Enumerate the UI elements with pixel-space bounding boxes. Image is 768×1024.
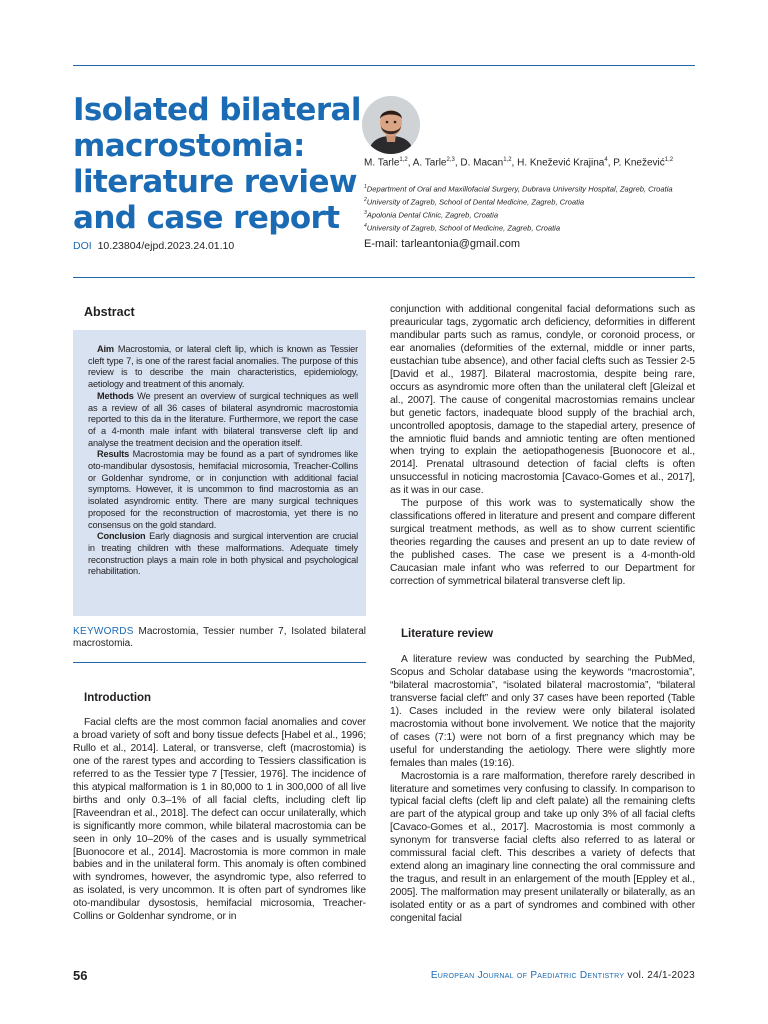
abstract-heading: Abstract [84, 305, 135, 319]
keywords-label: KEYWORDS [73, 626, 134, 637]
paragraph: The purpose of this work was to systematically show the classifications offered in literature and present and compare different surgical treatment methods, as well as to show current scientific theories regarding the causes and present an up to date review of the published cases. The case we present is a 4-month-old Caucasian male infant who was referred to our Department for correction of symmetrical bilateral transverse cleft lip. [390, 498, 695, 588]
journal-volume: vol. 24/1-2023 [627, 970, 695, 981]
author-name: H. Knežević Krajina [517, 157, 605, 169]
top-rule [73, 65, 695, 66]
author-affiliation-ref: 1,2 [664, 157, 674, 163]
affiliation-line: $^1$Department of Oral and Maxillofacial Surgery, Dubrava University Hospital, Zagreb, Croatia [364, 184, 673, 194]
journal-footer [431, 970, 695, 981]
affiliation-line: $^3$Apolonia Dental Clinic, Zagreb, Croatia [364, 210, 499, 220]
page-number: 56 [73, 968, 88, 983]
author-list: M. Tarle$^{1,2}$, A. Tarle$^{2,3}$, D. Macan$^{1,2}$, H. Knežević Krajina$^4$, P. Knežević$^{1,2}$ [364, 157, 674, 169]
right-column-text [390, 304, 695, 589]
affiliation-line: $^4$University of Zagreb, School of Medicine, Zagreb, Croatia [364, 223, 561, 233]
author-name: M. Tarle [364, 157, 400, 169]
doi-label: DOI [73, 240, 92, 252]
introduction-text: Facial clefts are the most common facial anomalies and cover a broad variety of soft and bony tissue defects [Habel et al., 1996; Rullo et al., 2014]. Lateral, or transverse, cleft (macrostomia) is one of the rarest types and according to Tessiers classification is referred to as the Tessier type 7 [Tessier, 1976]. The incidence of this atypical malformation is 1 in 80,000 to 1 in 300,000 of all live births and only 0.3–1% of all facial clefts, including cleft lip [Raveendran et al., 2018]. The defect can occur unilaterally, which is significantly more common, while bilateral macrostomia can be seen in only 10–20% of the cases and is usually symmetrical [Buonocore et al., 2014]. Macrostomia is more common in male babies and in the unilateral form. This anomaly is often combined with syndromes, however, the asyndromic type, also referred to as isolated, is very uncommon. It is often part of syndromes like oto-mandibular dysostosis, hemifacial microsomia, Treacher-Collins or Goldenhar syndrome, or in [73, 717, 366, 923]
keywords-rule [73, 662, 366, 663]
contact-email: E-mail: tarleantonia@gmail.com [364, 238, 521, 250]
keywords-text: Macrostomia, Tessier number 7, Isolated bilateral macrostomia. [73, 626, 366, 649]
abstract-box [73, 330, 366, 616]
author-name: D. Macan [460, 157, 504, 169]
abstract-results: Results Macrostomia may be found as a part of syndromes like oto-mandibular dysostosis, hemifacial microsomia, Treacher-Collins or Goldenhar syndrome, or in conjunction with additional facial symptoms. However, it is uncommon to find macrostomia as an isolated asyndromic entity. There are many surgical techniques proposed for the reconstruction of macrostomia, yet there is no consensus on the gold standard. [88, 449, 358, 530]
author-name: P. Knežević [613, 157, 665, 169]
doi-value: 10.23804/ejpd.2023.24.01.10 [97, 240, 235, 252]
keywords [73, 626, 366, 649]
author-affiliation-ref: 2,3 [446, 157, 455, 163]
literature-review-heading: Literature review [401, 628, 494, 640]
author-affiliation-ref: 1,2 [503, 157, 512, 163]
author-name: A. Tarle [412, 157, 447, 169]
abstract-methods: Methods We present an overview of surgical techniques as well as a review of all 36 cases of bilateral asyndromic macrostomia reported to this da in the literature. Furthermore, we report the case of a 4-month male infant with bilateral transverse cleft lip and analyse the treatment decision and the operation itself. [88, 390, 358, 448]
abstract-aim: Aim Macrostomia, or lateral cleft lip, which is known as Tessier cleft type 7, is one of the rarest facial anomalies. The purpose of this review is to describe the main characteristics, epidemiology, aetiology and treatment of this anomaly. [88, 344, 359, 390]
doi [73, 240, 234, 252]
article-title: Isolated bilateral macrostomia: literature review and case report [73, 92, 361, 236]
literature-review-text [390, 654, 695, 926]
author-affiliation-ref: 4 [604, 157, 608, 163]
affiliations [364, 182, 673, 234]
paragraph: conjunction with additional congenital facial deformations such as preauricular tags, zygomatic arch deficiency, deformities in different mandibular parts such as ramus, condyle, or coronoid process, or ear anomalies (deformities of the external, middle or inner parts, eustachian tube absence), and other facial clefts such as Tessier 2-5 [David et al., 1987]. Bilateral macrostomia, despite being rare, occurs as asyndromic more often than the unilateral cleft [Gleizal et al., 2007]. The cause of congenital macrostomias remains unclear but genetic factors, inadequate blood supply of the brachial arch, uncontrolled apoptosis, damage to the stapedial artery, presence of the amniotic fluid bands and amniotic tenting are often mentioned when trying to explain the aetiopathogenesis [Buonocore et al., 2014]. Prenatal ultrasound detection of facial clefts is often unsuccessful in noticing macrostomia [Cavaco-Gomes et al., 2017], as it was in our case. [390, 304, 695, 497]
author-photo [362, 96, 420, 154]
abstract-conclusion: Conclusion Early diagnosis and surgical intervention are crucial in treating children with these malformations. Adequate timely reconstruction plays a main role in both physical and psychological rehabilitation. [88, 531, 358, 577]
author-affiliation-ref: 1,2 [399, 157, 408, 163]
paragraph: Macrostomia is a rare malformation, therefore rarely described in literature and sometimes very confusing to classify. In comparison to typical facial clefts (cleft lip and cleft palate) all the remaining clefts are part of the atypical group and take up only 3% of all facial clefts [Cavaco-Gomes et al., 2017]. Macrostomia is most commonly a synonym for transverse facial clefts also referred to as lateral or commissural facial cleft. This describes a variety of defects that extend along an imaginary line connecting the oral commissure and the tragus, and result in an enlargement of the mouth [Eppley et al., 2005]. The malformation may present unilaterally or bilaterally, as an isolated entity or as a part of syndromes and combined with other congenital facial [390, 770, 695, 925]
paragraph: A literature review was conducted by searching the PubMed, Scopus and Scholar database using the keywords “macrostomia”, “bilateral macrostomia”, “isolated bilateral macrostomia”, “bilateral transverse facial cleft” and only 37 cases have been reported (Table 1). Cases included in the review were only bilateral isolated macrostomia without bone involvement. We notice that the majority of cases (7:1) were not born of a first pregnancy which may be useful for understanding the aetiology. There were slightly more females than males (19:16). [390, 654, 695, 769]
affiliation-line: $^2$University of Zagreb, School of Dental Medicine, Zagreb, Croatia [364, 197, 585, 207]
header-bottom-rule [73, 277, 695, 278]
journal-name: European Journal of Paediatric Dentistry [430, 970, 625, 981]
introduction-heading: Introduction [84, 692, 152, 704]
